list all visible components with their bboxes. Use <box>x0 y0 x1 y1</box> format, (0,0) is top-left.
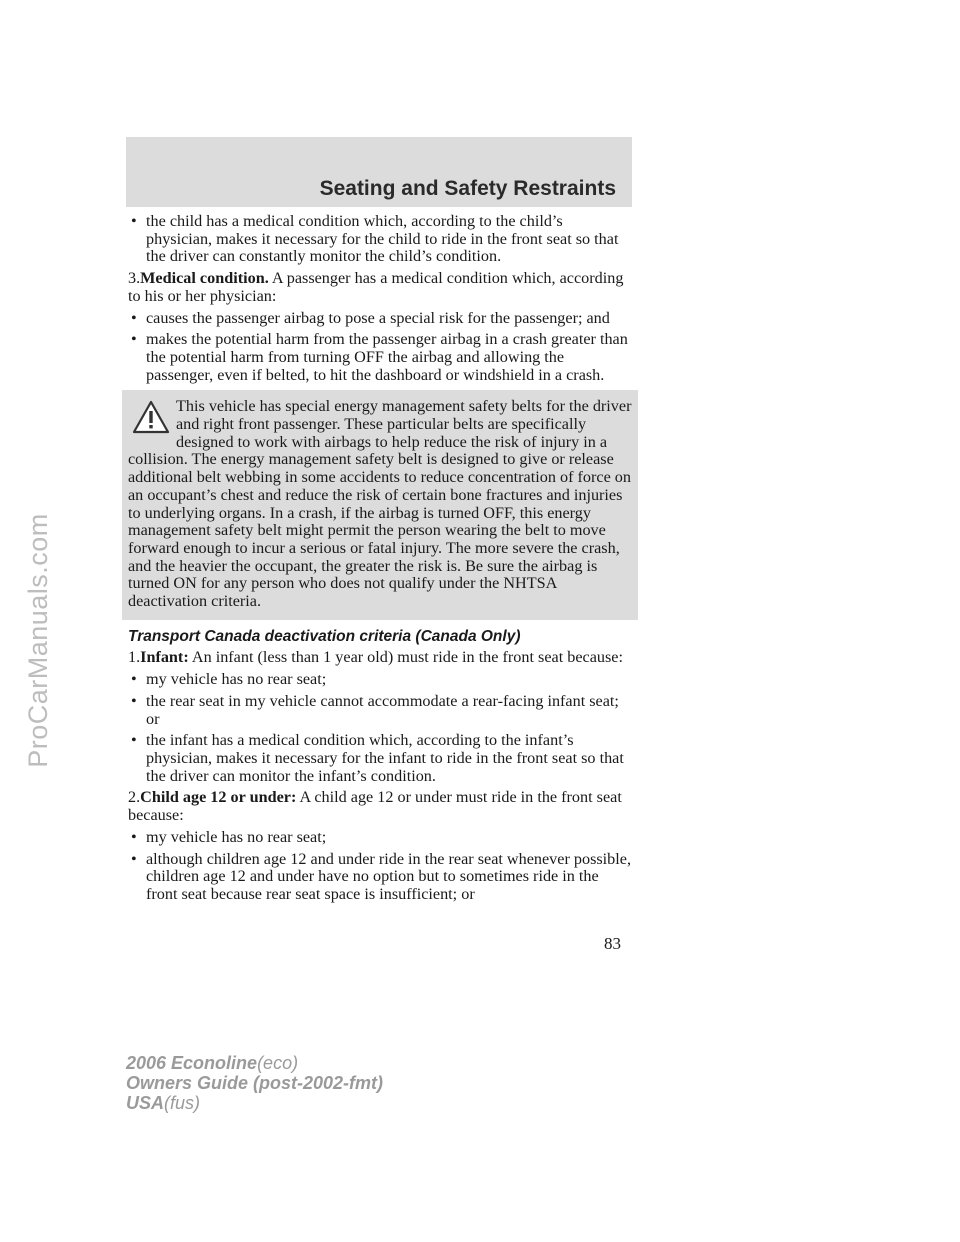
page-number: 83 <box>604 934 621 953</box>
item-heading: Medical condition. <box>140 269 269 288</box>
bullet-text: although children age 12 and under ride in the rear seat whenever possible, children age 12 and under have no option but to sometimes ride in the front seat because rear seat space is insufficient; or <box>146 849 632 903</box>
bullet-item <box>128 732 632 785</box>
footer-region: USA <box>126 1093 165 1113</box>
bullet-text: the child has a medical condition which, according to the child’s physician, makes it necessary for the child to ride in the front seat so that the driver can constantly monitor the child’s condition. <box>146 212 619 266</box>
bullet-text: the rear seat in my vehicle cannot accommodate a rear-facing infant seat; or <box>146 691 619 728</box>
item-text: A child age 12 or under must ride in the front seat because: <box>128 788 622 825</box>
bullet-text: makes the potential harm from the passenger airbag in a crash greater than the potential harm from turning OFF the airbag and allowing the passenger, even if belted, to hit the dashboard or windshield in a crash. <box>146 330 628 384</box>
bullet-item <box>128 829 632 847</box>
warning-box <box>122 390 638 619</box>
bullet-text: the infant has a medical condition which, according to the infant’s physician, makes it necessary for the infant to ride in the front seat so that the driver can monitor the infant’s condition. <box>146 731 624 785</box>
footer-line-guide <box>126 1073 383 1093</box>
bullet-mark: • <box>131 731 137 750</box>
warning-icon <box>132 400 170 434</box>
numbered-paragraph <box>128 270 632 305</box>
bullet-mark: • <box>131 330 137 349</box>
item-number: 2. <box>128 788 141 807</box>
document-footer <box>126 1053 383 1113</box>
bullet-mark: • <box>131 670 137 689</box>
item-number: 1. <box>128 648 141 667</box>
numbered-paragraph <box>128 789 632 824</box>
footer-line-region <box>126 1093 383 1113</box>
item-number: 3. <box>128 269 141 288</box>
bullet-mark: • <box>131 212 137 230</box>
footer-region-code: (fus) <box>164 1093 201 1113</box>
bullet-mark: • <box>131 308 137 327</box>
watermark-text: ProCarManuals.com <box>22 512 53 768</box>
page-content <box>128 213 632 908</box>
bullet-text: my vehicle has no rear seat; <box>146 670 327 689</box>
bullet-item <box>128 671 632 689</box>
warning-text: This vehicle has special energy management safety belts for the driver and right front passenger. These particular belts are specifically designed to work with airbags to help reduce the risk of injury in a collision. The energy management safety belt is designed to give or release additional belt webbing in some accidents to reduce concentration of force on an occupant’s chest and reduce the risk of certain bone fractures and injuries to underlying organs. In a crash, if the airbag is turned OFF, this energy management safety belt might permit the person wearing the belt to move forward enough to incur a serious or fatal injury. The more severe the crash, and the heavier the occupant, the greater the risk is. Be sure the airbag is turned ON for any person who does not qualify under the NHTSA deactivation criteria. <box>128 397 632 611</box>
bullet-item <box>128 851 632 904</box>
bullet-mark: • <box>131 827 137 846</box>
footer-guide-title: Owners Guide (post-2002-fmt) <box>126 1073 384 1093</box>
side-watermark <box>8 360 68 920</box>
bullet-mark: • <box>131 691 137 710</box>
bullet-mark: • <box>131 849 137 868</box>
section-subheading: Transport Canada deactivation criteria (Canada Only) <box>128 627 521 645</box>
header-band <box>126 137 632 207</box>
footer-model: 2006 Econoline <box>126 1053 258 1073</box>
item-text: A passenger has a medical condition which, according to his or her physician: <box>128 269 624 305</box>
bullet-item <box>128 331 632 384</box>
footer-model-code: (eco) <box>257 1053 299 1073</box>
bullet-item <box>128 213 632 266</box>
bullet-item <box>128 310 632 328</box>
bullet-text: causes the passenger airbag to pose a special risk for the passenger; and <box>146 308 610 327</box>
bullet-item <box>128 693 632 728</box>
item-text: An infant (less than 1 year old) must ride in the front seat because: <box>191 648 623 667</box>
item-heading: Child age 12 or under: <box>140 788 297 807</box>
numbered-paragraph <box>128 649 632 667</box>
item-heading: Infant: <box>140 648 189 667</box>
footer-line-model <box>126 1053 383 1073</box>
bullet-text: my vehicle has no rear seat; <box>146 827 327 846</box>
page-title: Seating and Safety Restraints <box>319 177 616 200</box>
